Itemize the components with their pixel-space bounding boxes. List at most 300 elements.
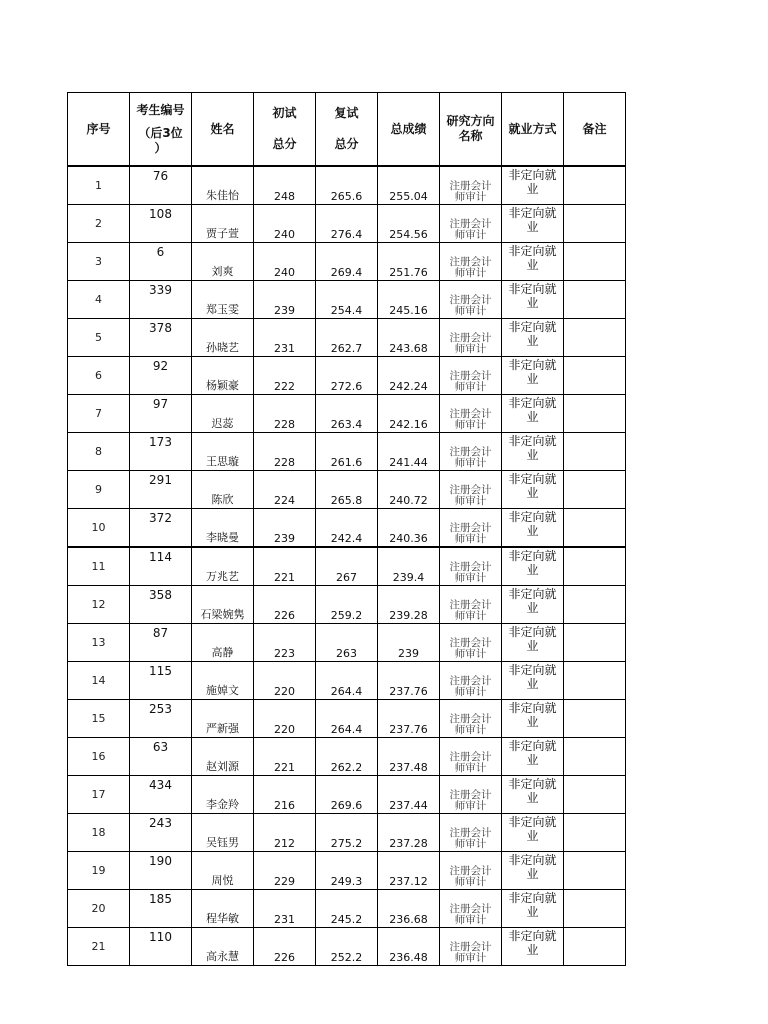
row-name — [192, 852, 254, 890]
row-candidate-id — [130, 395, 192, 433]
header-prelim-line1: 初试 — [272, 106, 297, 120]
row-total-score — [378, 166, 440, 205]
row-employment-type-text: 非定向就业 — [508, 587, 557, 615]
row-prelim-score-text: 240 — [274, 228, 295, 241]
row-total-score-text: 240.36 — [389, 532, 428, 545]
row-retest-score — [316, 509, 378, 548]
header-prelim-score — [254, 93, 316, 167]
row-prelim-score-text: 228 — [274, 456, 295, 469]
row-seq — [68, 776, 130, 814]
row-candidate-id — [130, 890, 192, 928]
row-prelim-score-text: 226 — [274, 951, 295, 964]
row-employment-type — [502, 509, 564, 548]
row-name — [192, 433, 254, 471]
row-retest-score-text: 276.4 — [330, 228, 363, 241]
row-candidate-id — [130, 166, 192, 205]
header-id-line1: 考生编号 — [136, 102, 185, 117]
row-candidate-id — [130, 205, 192, 243]
row-name-text: 万兆艺 — [206, 570, 239, 583]
row-name-text: 杨颖豪 — [206, 379, 239, 392]
row-retest-score-text: 262.7 — [330, 342, 363, 355]
row-research-direction — [440, 890, 502, 928]
row-name-text: 高静 — [211, 646, 234, 659]
row-candidate-id-text: 97 — [152, 397, 169, 411]
row-seq-text: 6 — [95, 369, 102, 382]
row-seq — [68, 624, 130, 662]
row-name-text: 刘爽 — [211, 265, 234, 278]
row-employment-type — [502, 319, 564, 357]
row-research-direction — [440, 166, 502, 205]
row-seq — [68, 166, 130, 205]
row-retest-score-text: 272.6 — [330, 380, 363, 393]
row-note — [564, 852, 626, 890]
row-name-text: 赵刘源 — [206, 760, 239, 773]
row-name — [192, 624, 254, 662]
row-total-score-text: 255.04 — [389, 190, 428, 203]
row-retest-score — [316, 433, 378, 471]
row-candidate-id — [130, 814, 192, 852]
row-research-direction-text: 注册会计师审计 — [449, 294, 492, 317]
row-total-score — [378, 738, 440, 776]
row-candidate-id-text: 63 — [152, 740, 169, 754]
row-seq — [68, 357, 130, 395]
row-retest-score-text: 265.8 — [330, 494, 363, 507]
row-retest-score — [316, 243, 378, 281]
row-retest-score — [316, 662, 378, 700]
row-candidate-id — [130, 319, 192, 357]
row-seq-text: 10 — [91, 521, 106, 534]
row-employment-type-text: 非定向就业 — [508, 549, 557, 577]
row-candidate-id-text: 114 — [149, 550, 172, 564]
row-research-direction-text: 注册会计师审计 — [449, 675, 492, 698]
row-prelim-score-text: 223 — [274, 647, 295, 660]
row-prelim-score — [254, 471, 316, 509]
header-seq: 序号 — [68, 93, 130, 167]
header-row — [68, 93, 626, 167]
row-retest-score-text: 275.2 — [330, 837, 363, 850]
row-employment-type — [502, 814, 564, 852]
row-prelim-score — [254, 509, 316, 548]
table-row — [68, 890, 626, 928]
row-research-direction — [440, 319, 502, 357]
row-seq-text: 12 — [91, 598, 106, 611]
row-candidate-id — [130, 928, 192, 966]
row-prelim-score — [254, 547, 316, 586]
row-seq — [68, 471, 130, 509]
row-seq — [68, 281, 130, 319]
row-research-direction — [440, 547, 502, 586]
row-research-direction-text: 注册会计师审计 — [449, 637, 492, 660]
row-note — [564, 738, 626, 776]
row-employment-type-text: 非定向就业 — [508, 625, 557, 653]
row-research-direction-text: 注册会计师审计 — [449, 484, 492, 507]
row-candidate-id-text: 87 — [152, 626, 169, 640]
row-total-score — [378, 662, 440, 700]
row-research-direction — [440, 586, 502, 624]
header-note: 备注 — [564, 93, 626, 167]
row-candidate-id-text: 110 — [149, 930, 172, 944]
row-prelim-score-text: 222 — [274, 380, 295, 393]
row-seq — [68, 547, 130, 586]
row-seq-text: 18 — [91, 826, 106, 839]
row-employment-type-text: 非定向就业 — [508, 663, 557, 691]
row-seq-text: 4 — [95, 293, 102, 306]
row-prelim-score-text: 229 — [274, 875, 295, 888]
row-research-direction-text: 注册会计师审计 — [449, 789, 492, 812]
row-total-score — [378, 890, 440, 928]
row-total-score-text: 237.76 — [389, 685, 428, 698]
row-employment-type — [502, 624, 564, 662]
row-total-score — [378, 243, 440, 281]
row-prelim-score-text: 220 — [274, 685, 295, 698]
table-row — [68, 509, 626, 548]
row-retest-score — [316, 281, 378, 319]
row-total-score-text: 237.44 — [389, 799, 428, 812]
row-retest-score-text: 269.4 — [330, 266, 363, 279]
row-retest-score — [316, 814, 378, 852]
row-retest-score — [316, 395, 378, 433]
row-seq — [68, 852, 130, 890]
header-prelim-line2: 总分 — [272, 137, 297, 151]
row-retest-score-text: 252.2 — [330, 951, 363, 964]
row-retest-score — [316, 471, 378, 509]
row-research-direction-text: 注册会计师审计 — [449, 446, 492, 469]
row-candidate-id — [130, 281, 192, 319]
row-candidate-id — [130, 776, 192, 814]
table-row — [68, 395, 626, 433]
row-note — [564, 814, 626, 852]
row-name — [192, 662, 254, 700]
row-name-text: 贾子萱 — [206, 227, 239, 240]
row-prelim-score — [254, 395, 316, 433]
row-retest-score-text: 264.4 — [330, 723, 363, 736]
row-candidate-id — [130, 624, 192, 662]
row-note — [564, 586, 626, 624]
row-research-direction — [440, 433, 502, 471]
row-seq — [68, 890, 130, 928]
row-research-direction-text: 注册会计师审计 — [449, 180, 492, 203]
row-prelim-score-text: 224 — [274, 494, 295, 507]
row-name — [192, 471, 254, 509]
header-direction-line1: 研究方向 — [446, 114, 495, 128]
row-retest-score — [316, 928, 378, 966]
row-research-direction — [440, 776, 502, 814]
row-total-score — [378, 471, 440, 509]
row-prelim-score — [254, 205, 316, 243]
row-retest-score-text: 249.3 — [330, 875, 363, 888]
row-total-score-text: 236.48 — [389, 951, 428, 964]
row-note — [564, 662, 626, 700]
row-name — [192, 509, 254, 548]
row-total-score — [378, 624, 440, 662]
table-row — [68, 205, 626, 243]
row-candidate-id-text: 372 — [149, 511, 172, 525]
row-research-direction-text: 注册会计师审计 — [449, 865, 492, 888]
row-employment-type — [502, 471, 564, 509]
row-retest-score — [316, 319, 378, 357]
row-total-score — [378, 814, 440, 852]
header-retest-line1: 复试 — [334, 106, 359, 120]
table-row — [68, 662, 626, 700]
row-employment-type-text: 非定向就业 — [508, 282, 557, 310]
row-total-score — [378, 852, 440, 890]
row-retest-score — [316, 852, 378, 890]
row-research-direction — [440, 243, 502, 281]
row-total-score — [378, 357, 440, 395]
row-retest-score-text: 265.6 — [330, 190, 363, 203]
row-seq-text: 2 — [95, 217, 102, 230]
row-seq-text: 8 — [95, 445, 102, 458]
table-row — [68, 471, 626, 509]
row-prelim-score-text: 231 — [274, 913, 295, 926]
row-research-direction — [440, 509, 502, 548]
row-prelim-score-text: 226 — [274, 609, 295, 622]
row-research-direction-text: 注册会计师审计 — [449, 599, 492, 622]
row-note — [564, 243, 626, 281]
row-seq — [68, 700, 130, 738]
row-candidate-id-text: 434 — [149, 778, 172, 792]
table-row — [68, 928, 626, 966]
row-note — [564, 433, 626, 471]
row-name — [192, 281, 254, 319]
row-research-direction — [440, 814, 502, 852]
row-total-score-text: 237.48 — [389, 761, 428, 774]
row-research-direction-text: 注册会计师审计 — [449, 370, 492, 393]
row-retest-score-text: 269.6 — [330, 799, 363, 812]
row-name — [192, 814, 254, 852]
row-candidate-id — [130, 433, 192, 471]
row-research-direction — [440, 395, 502, 433]
row-total-score — [378, 928, 440, 966]
row-retest-score-text: 245.2 — [330, 913, 363, 926]
score-table — [67, 92, 626, 966]
header-id-line2: （后3位 — [138, 125, 183, 140]
header-id-line3: ） — [154, 140, 167, 155]
row-employment-type-text: 非定向就业 — [508, 168, 557, 196]
row-candidate-id-text: 253 — [149, 702, 172, 716]
row-name-text: 周悦 — [211, 874, 234, 887]
row-prelim-score-text: 221 — [274, 761, 295, 774]
row-prelim-score-text: 240 — [274, 266, 295, 279]
header-retest-score — [316, 93, 378, 167]
row-note — [564, 624, 626, 662]
table-body — [68, 166, 626, 966]
row-employment-type — [502, 662, 564, 700]
row-name — [192, 357, 254, 395]
row-employment-type — [502, 166, 564, 205]
row-candidate-id-text: 108 — [149, 207, 172, 221]
row-candidate-id — [130, 547, 192, 586]
row-candidate-id — [130, 471, 192, 509]
row-name-text: 程华敏 — [206, 912, 239, 925]
row-total-score — [378, 395, 440, 433]
row-total-score-text: 237.12 — [389, 875, 428, 888]
row-note — [564, 547, 626, 586]
row-retest-score-text: 264.4 — [330, 685, 363, 698]
row-total-score-text: 242.24 — [389, 380, 428, 393]
row-retest-score — [316, 357, 378, 395]
row-prelim-score-text: 228 — [274, 418, 295, 431]
row-retest-score-text: 262.2 — [330, 761, 363, 774]
row-name — [192, 319, 254, 357]
row-employment-type — [502, 700, 564, 738]
row-retest-score — [316, 205, 378, 243]
row-prelim-score — [254, 281, 316, 319]
row-employment-type — [502, 547, 564, 586]
row-prelim-score-text: 216 — [274, 799, 295, 812]
row-name — [192, 243, 254, 281]
table-row — [68, 319, 626, 357]
row-prelim-score — [254, 624, 316, 662]
table-row — [68, 586, 626, 624]
row-prelim-score — [254, 166, 316, 205]
row-prelim-score-text: 212 — [274, 837, 295, 850]
row-total-score — [378, 776, 440, 814]
row-name — [192, 890, 254, 928]
table-row — [68, 624, 626, 662]
row-candidate-id — [130, 852, 192, 890]
row-name-text: 吴钰男 — [206, 836, 239, 849]
row-candidate-id-text: 185 — [149, 892, 172, 906]
row-employment-type-text: 非定向就业 — [508, 434, 557, 462]
row-research-direction — [440, 738, 502, 776]
row-name-text: 高永慧 — [206, 950, 239, 963]
row-note — [564, 700, 626, 738]
row-total-score — [378, 433, 440, 471]
row-name-text: 迟蕊 — [211, 417, 234, 430]
row-note — [564, 928, 626, 966]
row-name — [192, 776, 254, 814]
row-prelim-score-text: 248 — [274, 190, 295, 203]
row-retest-score — [316, 166, 378, 205]
row-employment-type-text: 非定向就业 — [508, 510, 557, 538]
header-total-score: 总成绩 — [378, 93, 440, 167]
row-name-text: 石梁婉隽 — [200, 608, 245, 621]
row-total-score-text: 251.76 — [389, 266, 428, 279]
header-employment-type: 就业方式 — [502, 93, 564, 167]
row-name-text: 朱佳怡 — [206, 189, 239, 202]
row-prelim-score — [254, 662, 316, 700]
table-row — [68, 243, 626, 281]
row-employment-type-text: 非定向就业 — [508, 739, 557, 767]
row-employment-type-text: 非定向就业 — [508, 472, 557, 500]
row-research-direction-text: 注册会计师审计 — [449, 713, 492, 736]
row-name — [192, 700, 254, 738]
row-research-direction-text: 注册会计师审计 — [449, 332, 492, 355]
row-retest-score-text: 254.4 — [330, 304, 363, 317]
row-research-direction — [440, 281, 502, 319]
row-retest-score-text: 267 — [336, 571, 357, 584]
row-research-direction-text: 注册会计师审计 — [449, 751, 492, 774]
row-employment-type — [502, 205, 564, 243]
row-seq — [68, 395, 130, 433]
row-seq-text: 17 — [91, 788, 106, 801]
row-name — [192, 166, 254, 205]
row-retest-score — [316, 700, 378, 738]
header-research-direction — [440, 93, 502, 167]
header-retest-line2: 总分 — [334, 137, 359, 151]
row-research-direction-text: 注册会计师审计 — [449, 561, 492, 584]
row-research-direction-text: 注册会计师审计 — [449, 941, 492, 964]
row-prelim-score — [254, 700, 316, 738]
row-note — [564, 357, 626, 395]
row-note — [564, 509, 626, 548]
row-total-score — [378, 586, 440, 624]
table-row — [68, 357, 626, 395]
row-research-direction — [440, 662, 502, 700]
row-note — [564, 776, 626, 814]
row-note — [564, 319, 626, 357]
row-employment-type — [502, 738, 564, 776]
row-retest-score-text: 259.2 — [330, 609, 363, 622]
table-row — [68, 281, 626, 319]
row-employment-type — [502, 433, 564, 471]
row-research-direction — [440, 852, 502, 890]
header-candidate-id — [130, 93, 192, 167]
table-row — [68, 852, 626, 890]
row-total-score-text: 239 — [398, 647, 419, 660]
row-retest-score-text: 263.4 — [330, 418, 363, 431]
row-candidate-id — [130, 738, 192, 776]
row-seq — [68, 662, 130, 700]
table-row — [68, 547, 626, 586]
row-name-text: 陈欣 — [211, 493, 234, 506]
row-name-text: 王思璇 — [206, 455, 239, 468]
row-seq — [68, 319, 130, 357]
row-candidate-id-text: 358 — [149, 588, 172, 602]
row-prelim-score — [254, 738, 316, 776]
row-candidate-id-text: 339 — [149, 283, 172, 297]
row-name-text: 李晓曼 — [206, 531, 239, 544]
row-retest-score — [316, 547, 378, 586]
row-retest-score — [316, 738, 378, 776]
row-total-score-text: 243.68 — [389, 342, 428, 355]
row-research-direction — [440, 928, 502, 966]
row-total-score — [378, 509, 440, 548]
row-candidate-id-text: 6 — [156, 245, 165, 259]
row-total-score — [378, 547, 440, 586]
row-seq — [68, 433, 130, 471]
row-total-score-text: 240.72 — [389, 494, 428, 507]
row-research-direction — [440, 700, 502, 738]
row-research-direction — [440, 205, 502, 243]
row-employment-type-text: 非定向就业 — [508, 853, 557, 881]
row-candidate-id-text: 291 — [149, 473, 172, 487]
row-total-score — [378, 205, 440, 243]
table-row — [68, 776, 626, 814]
row-total-score — [378, 281, 440, 319]
row-prelim-score — [254, 357, 316, 395]
row-name — [192, 205, 254, 243]
row-employment-type — [502, 928, 564, 966]
row-seq — [68, 243, 130, 281]
row-prelim-score — [254, 586, 316, 624]
row-total-score — [378, 700, 440, 738]
row-prelim-score-text: 239 — [274, 532, 295, 545]
row-seq-text: 15 — [91, 712, 106, 725]
row-retest-score — [316, 624, 378, 662]
row-total-score — [378, 319, 440, 357]
row-total-score-text: 237.76 — [389, 723, 428, 736]
row-prelim-score-text: 221 — [274, 571, 295, 584]
row-candidate-id-text: 378 — [149, 321, 172, 335]
table-row — [68, 738, 626, 776]
row-prelim-score — [254, 776, 316, 814]
row-retest-score-text: 263 — [336, 647, 357, 660]
row-note — [564, 205, 626, 243]
row-name-text: 孙晓艺 — [206, 341, 239, 354]
row-prelim-score — [254, 243, 316, 281]
